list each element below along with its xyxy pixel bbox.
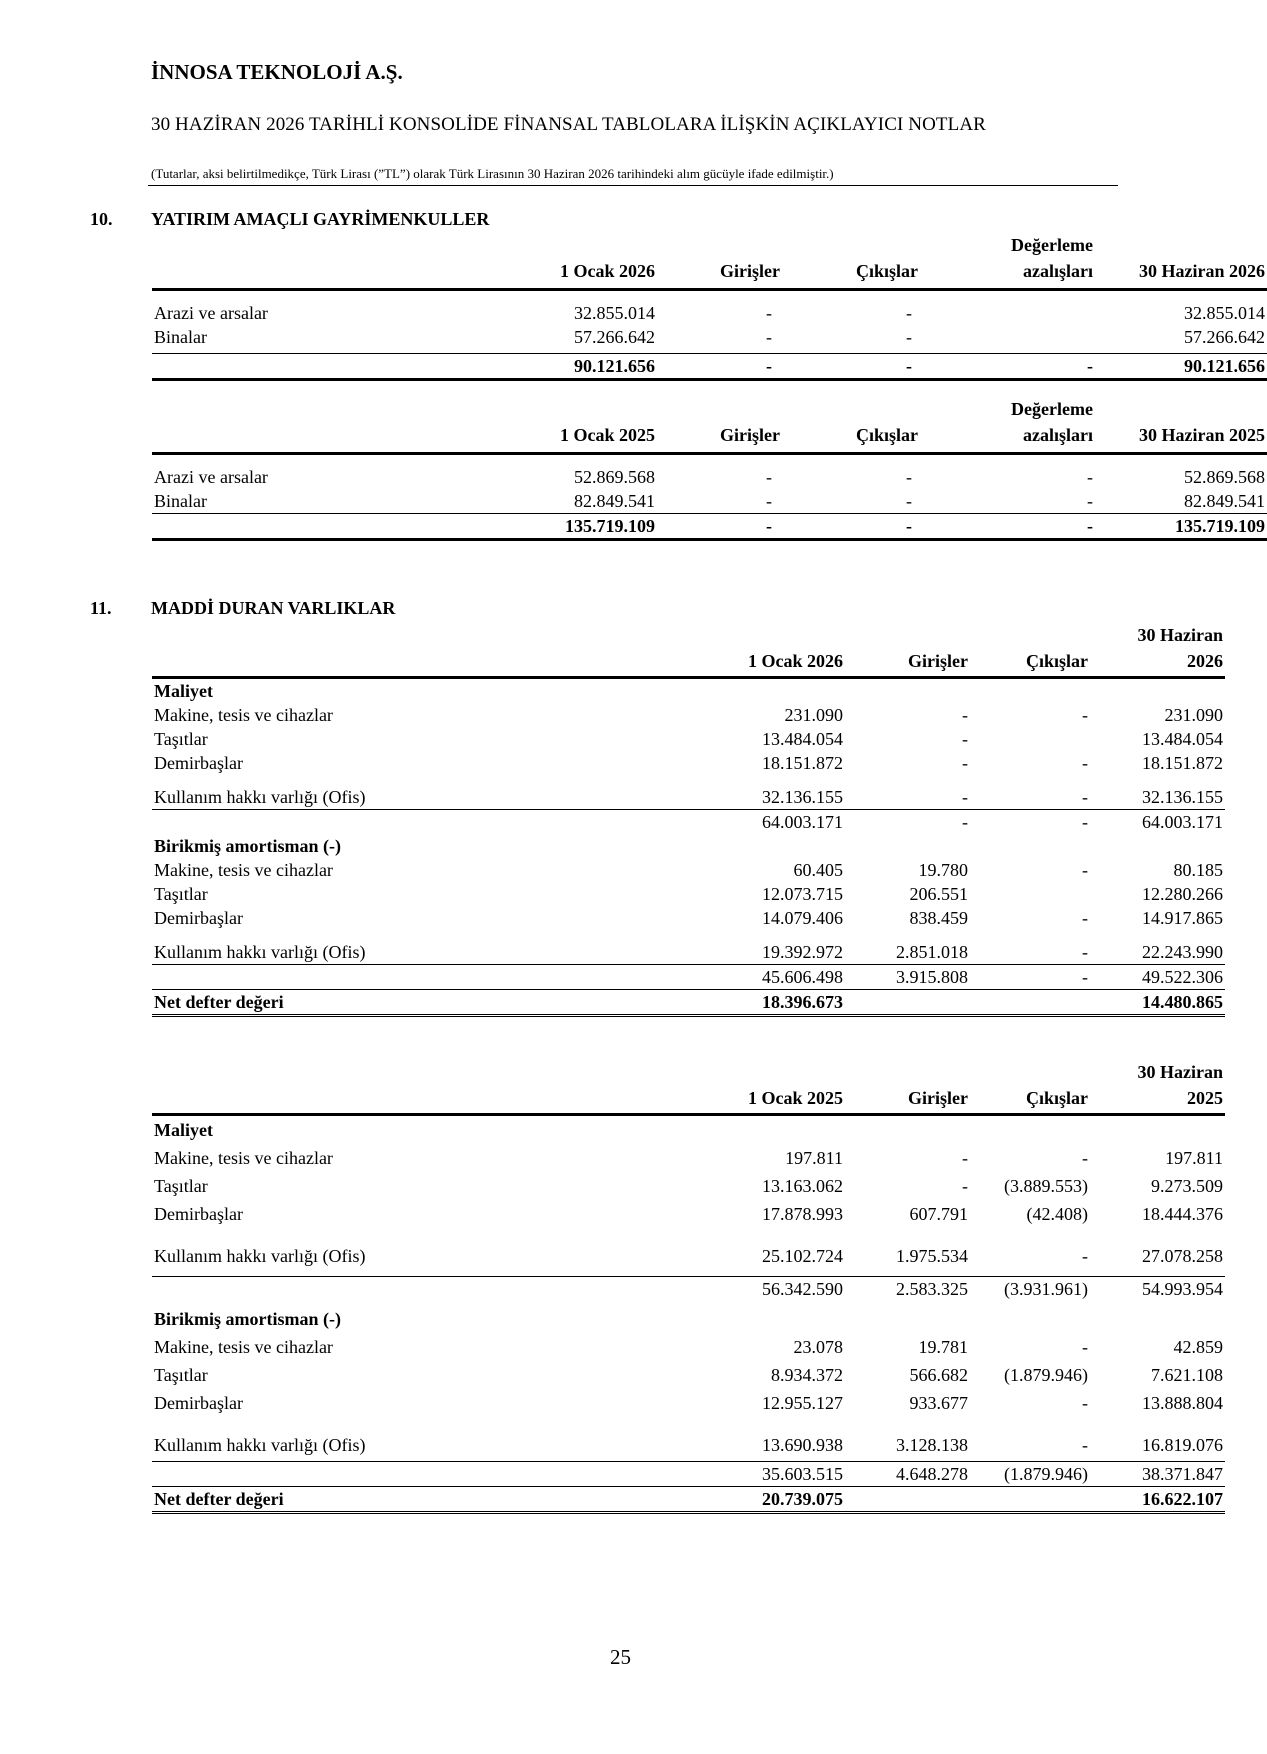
col-header-end-line2: 2025 bbox=[1090, 1085, 1225, 1115]
cell-value: - bbox=[782, 325, 920, 354]
cell-value bbox=[970, 727, 1090, 751]
table-row bbox=[152, 290, 1267, 326]
cell-value: 82.849.541 bbox=[1095, 489, 1267, 514]
cell-value: (1.879.946) bbox=[970, 1462, 1090, 1487]
cell-value: - bbox=[906, 467, 912, 487]
net-label: Net defter değeri bbox=[152, 1487, 442, 1513]
cell-value: 49.522.306 bbox=[1090, 965, 1225, 990]
cell-value: 35.603.515 bbox=[442, 1462, 845, 1487]
cell-value: (3.931.961) bbox=[1004, 1279, 1088, 1299]
cell-value: - bbox=[766, 303, 772, 323]
cell-value: - bbox=[1087, 467, 1093, 487]
cell-value: 60.405 bbox=[793, 860, 843, 880]
col-header-end-line2: 2026 bbox=[1090, 648, 1225, 678]
header-eval-line2: azalışları bbox=[920, 258, 1095, 290]
col-header: 1 Ocak 2025 bbox=[342, 422, 657, 454]
total-value: 90.121.656 bbox=[342, 354, 657, 380]
table-row bbox=[152, 906, 1225, 930]
ppe-table-2026 bbox=[152, 622, 1225, 1017]
cell-value: 13.690.938 bbox=[442, 1415, 845, 1462]
cell-value: 23.078 bbox=[793, 1337, 843, 1357]
row-label: Binalar bbox=[152, 489, 342, 514]
row-label: Makine, tesis ve cihazlar bbox=[154, 860, 333, 880]
table-row bbox=[152, 775, 1225, 810]
col-header: Çıkışlar bbox=[782, 258, 920, 290]
cell-value: - bbox=[657, 489, 782, 514]
row-label: Demirbaşlar bbox=[154, 1393, 243, 1413]
net-value bbox=[970, 1487, 1090, 1513]
cell-value: - bbox=[970, 930, 1090, 965]
cell-value: - bbox=[1082, 705, 1088, 725]
cell-value: 206.551 bbox=[909, 884, 968, 904]
cell-value: 2.851.018 bbox=[845, 930, 970, 965]
group-label-cost: Maliyet bbox=[154, 681, 213, 701]
row-label: Arazi ve arsalar bbox=[154, 467, 268, 487]
cell-value: 18.444.376 bbox=[1142, 1204, 1223, 1224]
cell-value: 13.484.054 bbox=[1142, 729, 1223, 749]
total-value: 135.719.109 bbox=[342, 514, 657, 540]
cell-value: - bbox=[782, 489, 920, 514]
table-row bbox=[152, 1359, 1225, 1387]
col-header-end-line1: 30 Haziran bbox=[1137, 1062, 1223, 1082]
col-header: Girişler bbox=[657, 422, 782, 454]
cell-value: - bbox=[845, 775, 970, 810]
cell-value: 197.811 bbox=[1165, 1148, 1223, 1168]
section-11-number: 11. bbox=[90, 598, 112, 618]
net-value bbox=[970, 990, 1090, 1016]
col-header: 30 Haziran 2025 bbox=[1095, 422, 1267, 454]
cell-value: 32.136.155 bbox=[442, 775, 845, 810]
total-value: - bbox=[782, 514, 920, 540]
cell-value: - bbox=[1082, 908, 1088, 928]
cell-value: 32.855.014 bbox=[1184, 303, 1265, 323]
table-row bbox=[152, 703, 1225, 727]
table-row bbox=[152, 489, 1267, 514]
cell-value: - bbox=[1082, 860, 1088, 880]
col-header: 1 Ocak 2026 bbox=[342, 258, 657, 290]
cell-value: 52.869.568 bbox=[1184, 467, 1265, 487]
net-book-value-row bbox=[152, 990, 1225, 1016]
total-label bbox=[152, 354, 342, 380]
row-label: Taşıtlar bbox=[154, 1176, 208, 1196]
cell-value: - bbox=[970, 1415, 1090, 1462]
table-row bbox=[152, 1198, 1225, 1226]
net-value: 16.622.107 bbox=[1090, 1487, 1225, 1513]
cell-value: 9.273.509 bbox=[1151, 1176, 1223, 1196]
col-header: 1 Ocak 2025 bbox=[442, 1085, 845, 1115]
table-row bbox=[152, 882, 1225, 906]
row-label: Kullanım hakkı varlığı (Ofis) bbox=[152, 930, 442, 965]
cell-value: - bbox=[920, 489, 1095, 514]
row-label: Demirbaşlar bbox=[154, 1204, 243, 1224]
row-label: Demirbaşlar bbox=[154, 753, 243, 773]
section-11-title: MADDİ DURAN VARLIKLAR bbox=[151, 598, 396, 618]
cell-value: 1.975.534 bbox=[845, 1226, 970, 1277]
table-row bbox=[152, 930, 1225, 965]
cell-value: (1.879.946) bbox=[1004, 1365, 1088, 1385]
col-header: 30 Haziran 2026 bbox=[1095, 258, 1267, 290]
cell-value: (3.889.553) bbox=[1004, 1176, 1088, 1196]
header-eval-line2: azalışları bbox=[920, 422, 1095, 454]
cell-value: 13.484.054 bbox=[762, 729, 843, 749]
cell-value: 231.090 bbox=[784, 705, 843, 725]
cell-value: 27.078.258 bbox=[1090, 1226, 1225, 1277]
net-value bbox=[845, 990, 970, 1016]
header-eval-line1: Değerleme bbox=[1011, 399, 1093, 419]
row-label: Kullanım hakkı varlığı (Ofis) bbox=[152, 775, 442, 810]
row-label: Makine, tesis ve cihazlar bbox=[154, 1337, 333, 1357]
total-row bbox=[152, 354, 1267, 380]
cell-value: 22.243.990 bbox=[1090, 930, 1225, 965]
cell-value: 13.163.062 bbox=[762, 1176, 843, 1196]
row-label: Kullanım hakkı varlığı (Ofis) bbox=[152, 1415, 442, 1462]
total-row bbox=[152, 514, 1267, 540]
subtotal-row bbox=[152, 1462, 1225, 1487]
total-value: 135.719.109 bbox=[1095, 514, 1267, 540]
table-row bbox=[152, 1387, 1225, 1415]
cell-value: 42.859 bbox=[1173, 1337, 1223, 1357]
subtotal-row bbox=[152, 1277, 1225, 1302]
cell-value: 54.993.954 bbox=[1142, 1279, 1223, 1299]
investment-property-table-2025 bbox=[152, 396, 1267, 541]
row-label: Kullanım hakkı varlığı (Ofis) bbox=[152, 1226, 442, 1277]
col-header: Girişler bbox=[845, 648, 970, 678]
cell-value: 2.583.325 bbox=[896, 1279, 968, 1299]
section-10-title: YATIRIM AMAÇLI GAYRİMENKULLER bbox=[151, 209, 490, 229]
cell-value bbox=[920, 325, 1095, 354]
group-label-cost: Maliyet bbox=[154, 1120, 213, 1140]
total-value: - bbox=[782, 354, 920, 380]
net-value: 20.739.075 bbox=[442, 1487, 845, 1513]
cell-value: 19.781 bbox=[918, 1337, 968, 1357]
table-row bbox=[152, 1142, 1225, 1170]
cell-value: 7.621.108 bbox=[1151, 1365, 1223, 1385]
row-label: Binalar bbox=[152, 325, 342, 354]
net-value: 18.396.673 bbox=[442, 990, 845, 1016]
cell-value: 8.934.372 bbox=[771, 1365, 843, 1385]
ppe-table-2025 bbox=[152, 1059, 1225, 1514]
cell-value: 64.003.171 bbox=[1142, 812, 1223, 832]
cell-value: 57.266.642 bbox=[1095, 325, 1267, 354]
cell-value: 64.003.171 bbox=[762, 812, 843, 832]
total-label bbox=[152, 514, 342, 540]
table-row bbox=[152, 1415, 1225, 1462]
table-row bbox=[152, 1226, 1225, 1277]
col-header: Girişler bbox=[657, 258, 782, 290]
row-label bbox=[152, 810, 442, 835]
document-subtitle: 30 HAZİRAN 2026 TARİHLİ KONSOLİDE FİNANSAL TABLOLARA İLİŞKİN AÇIKLAYICI NOTLAR bbox=[151, 114, 986, 135]
table-row bbox=[152, 858, 1225, 882]
cell-value: 14.079.406 bbox=[762, 908, 843, 928]
cell-value: 82.849.541 bbox=[342, 489, 657, 514]
cell-value: - bbox=[1082, 812, 1088, 832]
cell-value: 57.266.642 bbox=[342, 325, 657, 354]
cell-value: 838.459 bbox=[909, 908, 968, 928]
cell-value: 14.917.865 bbox=[1142, 908, 1223, 928]
total-value: 90.121.656 bbox=[1095, 354, 1267, 380]
cell-value: - bbox=[1082, 1148, 1088, 1168]
total-value: - bbox=[920, 354, 1095, 380]
cell-value: 32.136.155 bbox=[1090, 775, 1225, 810]
cell-value: 12.280.266 bbox=[1142, 884, 1223, 904]
col-header: Çıkışlar bbox=[970, 1085, 1090, 1115]
cell-value: - bbox=[970, 1226, 1090, 1277]
cell-value: 52.869.568 bbox=[574, 467, 655, 487]
cell-value: 197.811 bbox=[785, 1148, 843, 1168]
cell-value: - bbox=[1082, 753, 1088, 773]
cell-value: 19.392.972 bbox=[442, 930, 845, 965]
currency-note: (Tutarlar, aksi belirtilmedikçe, Türk Lirası (”TL”) olarak Türk Lirasının 30 Haziran 2026 tarihindeki alım gücüyle ifade edilmiştir.) bbox=[151, 166, 834, 181]
page-number: 25 bbox=[610, 1645, 631, 1669]
cell-value: 80.185 bbox=[1173, 860, 1223, 880]
group-label-depreciation: Birikmiş amortisman (-) bbox=[154, 1309, 341, 1329]
company-name: İNNOSA TEKNOLOJİ A.Ş. bbox=[151, 60, 403, 84]
cell-value: - bbox=[970, 965, 1090, 990]
cell-value: - bbox=[766, 467, 772, 487]
cell-value bbox=[970, 882, 1090, 906]
cell-value: 45.606.498 bbox=[442, 965, 845, 990]
net-book-value-row bbox=[152, 1487, 1225, 1513]
cell-value: 933.677 bbox=[909, 1393, 968, 1413]
cell-value: - bbox=[657, 325, 782, 354]
net-value: 14.480.865 bbox=[1090, 990, 1225, 1016]
cell-value: 17.878.993 bbox=[762, 1204, 843, 1224]
cell-value: 566.682 bbox=[909, 1365, 968, 1385]
table-row bbox=[152, 325, 1267, 354]
cell-value: 3.128.138 bbox=[845, 1415, 970, 1462]
section-10-number: 10. bbox=[90, 209, 113, 229]
col-header: Girişler bbox=[845, 1085, 970, 1115]
cell-value: 3.915.808 bbox=[845, 965, 970, 990]
row-label: Makine, tesis ve cihazlar bbox=[154, 1148, 333, 1168]
cell-value: 607.791 bbox=[909, 1204, 968, 1224]
cell-value: 231.090 bbox=[1164, 705, 1223, 725]
cell-value: - bbox=[962, 812, 968, 832]
row-label: Makine, tesis ve cihazlar bbox=[154, 705, 333, 725]
investment-property-table-2026 bbox=[152, 232, 1267, 381]
table-row bbox=[152, 751, 1225, 775]
cell-value: - bbox=[962, 729, 968, 749]
cell-value: 12.073.715 bbox=[762, 884, 843, 904]
cell-value: 16.819.076 bbox=[1090, 1415, 1225, 1462]
subtotal-row bbox=[152, 810, 1225, 835]
col-header: 1 Ocak 2026 bbox=[442, 648, 845, 678]
cell-value: 18.151.872 bbox=[762, 753, 843, 773]
row-label: Taşıtlar bbox=[154, 729, 208, 749]
row-label bbox=[152, 1277, 442, 1302]
cell-value: - bbox=[906, 303, 912, 323]
header-eval-line1: Değerleme bbox=[1011, 235, 1093, 255]
cell-value: - bbox=[1082, 1393, 1088, 1413]
row-label: Taşıtlar bbox=[154, 1365, 208, 1385]
row-label: Arazi ve arsalar bbox=[154, 303, 268, 323]
cell-value: 18.151.872 bbox=[1142, 753, 1223, 773]
col-header-end-line1: 30 Haziran bbox=[1137, 625, 1223, 645]
cell-value: 19.780 bbox=[918, 860, 968, 880]
cell-value: - bbox=[962, 1148, 968, 1168]
total-value: - bbox=[657, 514, 782, 540]
cell-value: - bbox=[962, 1176, 968, 1196]
cell-value: - bbox=[962, 705, 968, 725]
cell-value: 38.371.847 bbox=[1090, 1462, 1225, 1487]
cell-value: - bbox=[1082, 1337, 1088, 1357]
row-label: Demirbaşlar bbox=[154, 908, 243, 928]
col-header: Çıkışlar bbox=[782, 422, 920, 454]
cell-value: 32.855.014 bbox=[574, 303, 655, 323]
cell-value: (42.408) bbox=[1026, 1204, 1088, 1224]
header-divider bbox=[148, 185, 1118, 186]
cell-value: - bbox=[970, 775, 1090, 810]
cell-value: 25.102.724 bbox=[442, 1226, 845, 1277]
col-header: Çıkışlar bbox=[970, 648, 1090, 678]
cell-value: 4.648.278 bbox=[845, 1462, 970, 1487]
cell-value bbox=[920, 290, 1095, 326]
table-row bbox=[152, 727, 1225, 751]
cell-value: 56.342.590 bbox=[762, 1279, 843, 1299]
table-row bbox=[152, 1170, 1225, 1198]
table-row bbox=[152, 1331, 1225, 1359]
total-value: - bbox=[657, 354, 782, 380]
cell-value: 13.888.804 bbox=[1142, 1393, 1223, 1413]
net-label: Net defter değeri bbox=[152, 990, 442, 1016]
cell-value: 12.955.127 bbox=[762, 1393, 843, 1413]
row-label bbox=[152, 965, 442, 990]
row-label: Taşıtlar bbox=[154, 884, 208, 904]
cell-value: - bbox=[962, 753, 968, 773]
group-label-depreciation: Birikmiş amortisman (-) bbox=[154, 836, 341, 856]
total-value: - bbox=[920, 514, 1095, 540]
net-value bbox=[845, 1487, 970, 1513]
row-label bbox=[152, 1462, 442, 1487]
table-row bbox=[152, 454, 1267, 490]
subtotal-row bbox=[152, 965, 1225, 990]
